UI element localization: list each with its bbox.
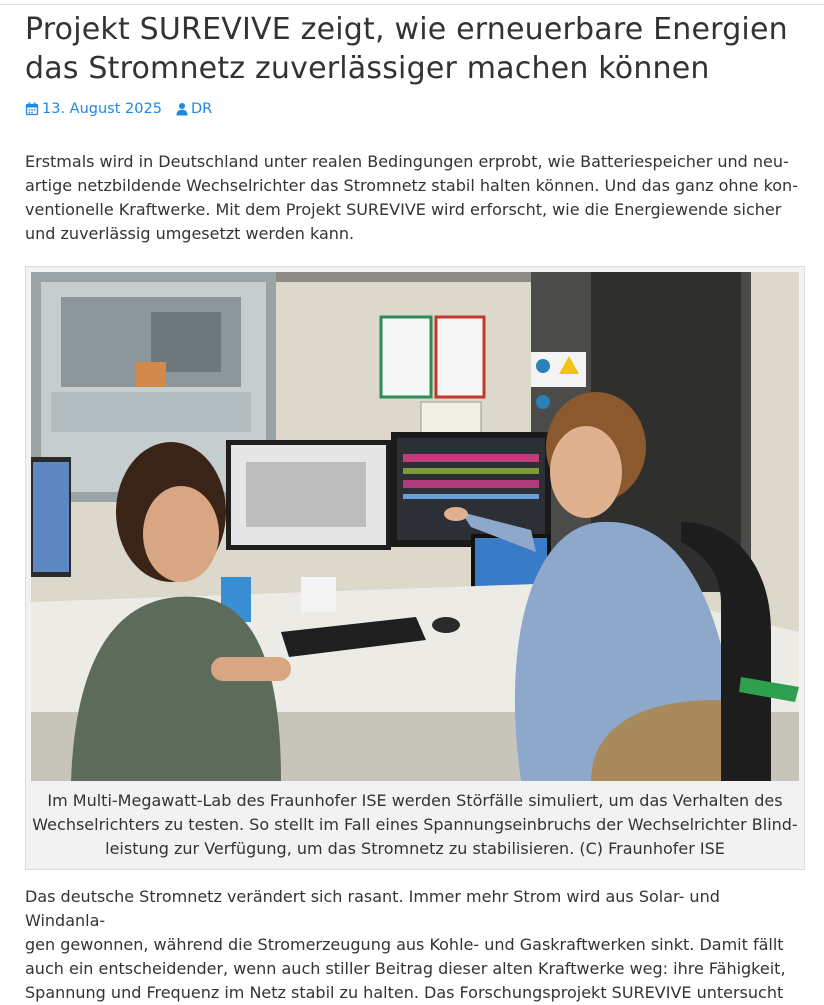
caption-line: leistung zur Verfügung, um das Stromnetz zu stabilisieren. (C) Fraunhofer ISE xyxy=(105,839,725,858)
body-line: Spannung und Frequenz im Netz stabil zu halten. Das Forschungsprojekt SUREVIVE untersucht xyxy=(25,983,784,1002)
post-author-link[interactable] xyxy=(176,99,212,119)
post-date-link[interactable] xyxy=(25,99,162,119)
lead-line: artige netzbildende Wechselrichter das Stromnetz stabil halten können. Und das ganz ohne kon- xyxy=(25,176,798,195)
calendar-icon xyxy=(25,102,39,116)
lead-line: und zuverlässig umgesetzt werden kann. xyxy=(25,224,355,243)
article-figure xyxy=(25,266,805,870)
body-line: Das deutsche Stromnetz verändert sich rasant. Immer mehr Strom wird aus Solar- und Windanla- xyxy=(25,887,720,930)
body-line: auch ein entscheidender, wenn auch stiller Beitrag dieser alten Kraftwerke weg: ihre Fähigkeit, xyxy=(25,959,786,978)
body-line: gen gewonnen, während die Stromerzeugung aus Kohle- und Gaskraftwerken sinkt. Damit fällt xyxy=(25,935,784,954)
user-icon xyxy=(176,102,188,116)
caption-line: Im Multi-Megawatt-Lab des Fraunhofer ISE werden Störfälle simuliert, um das Verhalten des xyxy=(47,791,783,810)
post-date: 13. August 2025 xyxy=(42,101,162,117)
title-line-1: Projekt SUREVIVE zeigt, wie erneuerbare Energien xyxy=(25,12,788,47)
lab-photo[interactable] xyxy=(31,272,799,781)
title-line-2: das Stromnetz zuverlässiger machen können xyxy=(25,51,710,86)
post-author: DR xyxy=(190,101,213,117)
post-meta xyxy=(25,99,212,119)
lead-line: Erstmals wird in Deutschland unter realen Bedingungen erprobt, wie Batteriespeicher und neu- xyxy=(25,152,789,171)
figure-caption xyxy=(31,789,799,861)
article-title xyxy=(25,10,805,88)
lead-paragraph xyxy=(25,150,805,246)
caption-line: Wechselrichters zu testen. So stellt im Fall eines Spannungseinbruchs der Wechselrichter Blind- xyxy=(32,815,798,834)
lead-line: ventionelle Kraftwerke. Mit dem Projekt SUREVIVE wird erforscht, wie die Energiewende sicher xyxy=(25,200,782,219)
body-paragraph xyxy=(25,885,805,1005)
top-border xyxy=(0,0,824,5)
